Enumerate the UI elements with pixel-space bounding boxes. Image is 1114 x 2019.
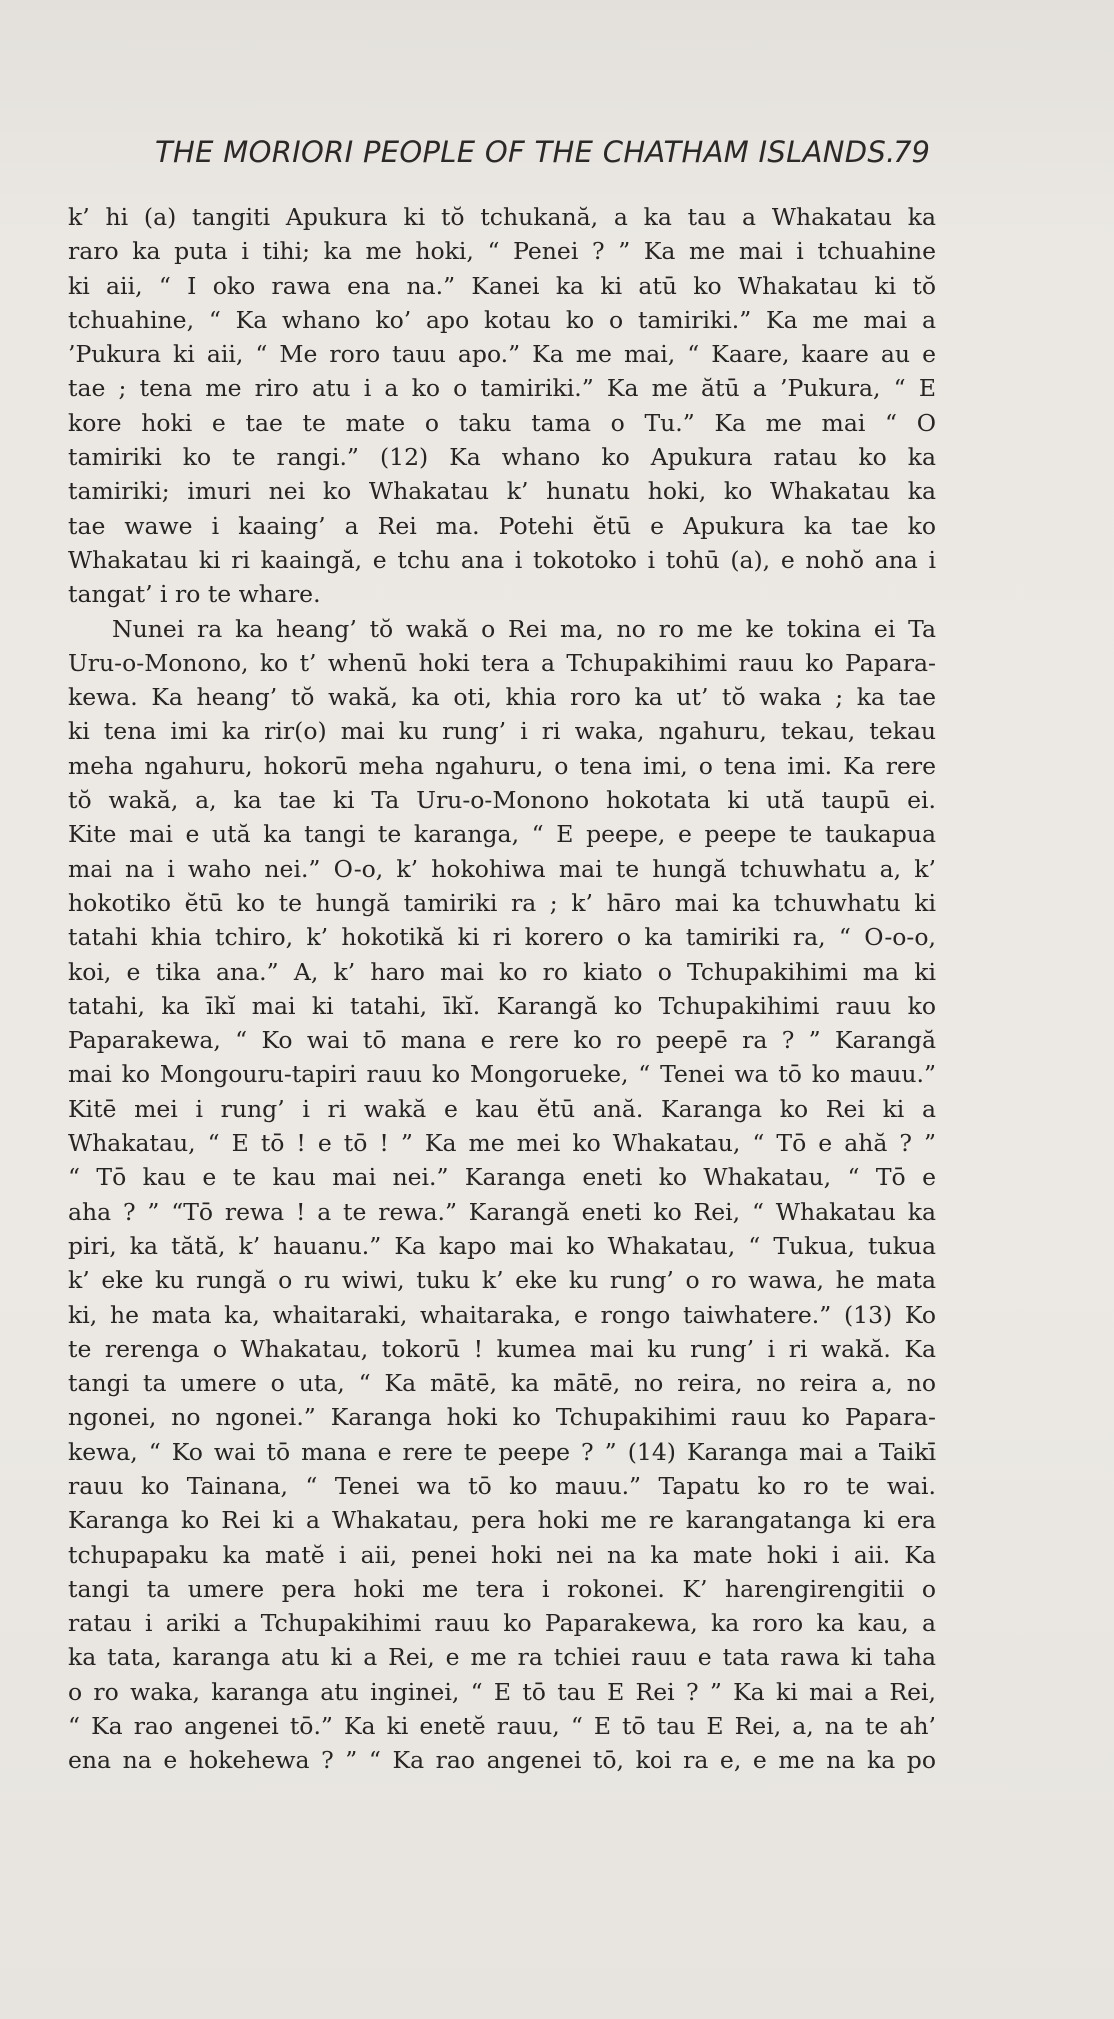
text-line: koi, e tika ana.” A, k’ haro mai ko ro kiato o Tchupakihimi ma ki [68,957,936,986]
text-line: tangat’ i ro te whare. [68,580,321,609]
text-line: ’Pukura ki aii, “ Me roro tauu apo.” Ka me mai, “ Kaare, kaare au e [68,340,936,369]
text-line: ki aii, “ I oko rawa ena na.” Kanei ka ki atū ko Whakatau ki tŏ [68,271,936,300]
text-line: mai ko Mongouru-tapiri rauu ko Mongorueke, “ Tenei wa tō ko mauu.” [68,1060,936,1089]
text-line: Nunei ra ka heang’ tŏ wakă o Rei ma, no ro me ke tokina ei Ta [112,614,936,643]
text-line: tamiriki ko te rangi.” (12) Ka whano ko Apukura ratau ko ka [68,443,936,472]
text-line: tatahi khia tchiro, k’ hokotikă ki ri korero o ka tamiriki ra, “ O-o-o, [68,923,936,952]
text-line: Kite mai e ută ka tangi te karanga, “ E peepe, e peepe te taukapua [68,820,936,849]
running-title: THE MORIORI PEOPLE OF THE CHATHAM ISLANDS. [155,135,896,169]
text-line: Kitē mei i rung’ i ri wakă e kau ĕtū ană. Karanga ko Rei ki a [68,1094,936,1123]
text-line: Paparakewa, “ Ko wai tō mana e rere ko ro peepē ra ? ” Karangă [68,1026,936,1055]
text-line: ki tena imi ka rir(o) mai ku rung’ i ri waka, ngahuru, tekau, tekau [68,717,936,746]
text-line: ki, he mata ka, whaitaraki, whaitaraka, e rongo taiwhatere.” (13) Ko [68,1300,936,1329]
text-line: kore hoki e tae te mate o taku tama o Tu.” Ka me mai “ O [68,408,936,437]
text-line: tchupapaku ka matĕ i aii, penei hoki nei na ka mate hoki i aii. Ka [68,1540,936,1569]
text-line: Whakatau ki ri kaaingă, e tchu ana i tokotoko i tohū (a), e nohŏ ana i [68,545,936,574]
text-line: rauu ko Tainana, “ Tenei wa tō ko mauu.” Tapatu ko ro te wai. [68,1471,936,1500]
paragraph [68,612,936,1778]
page-number: 79 [893,135,930,169]
text-line: tangi ta umere pera hoki me tera i rokonei. K’ harengirengitii o [68,1574,936,1603]
text-line: piri, ka tătă, k’ hauanu.” Ka kapo mai ko Whakatau, “ Tukua, tukua [68,1231,936,1260]
text-line: raro ka puta i tihi; ka me hoki, “ Penei ? ” Ka me mai i tchuahine [68,237,936,266]
text-line: Whakatau, “ E tō ! e tō ! ” Ka me mei ko Whakatau, “ Tō e ahă ? ” [68,1129,936,1158]
text-line: tae ; tena me riro atu i a ko o tamiriki.” Ka me ătū a ’Pukura, “ E [68,374,936,403]
text-line: te rerenga o Whakatau, tokorū ! kumea mai ku rung’ i ri wakă. Ka [68,1334,936,1363]
text-line: kewa, “ Ko wai tō mana e rere te peepe ? ” (14) Karanga mai a Taikī [68,1437,936,1466]
text-line: “ Ka rao angenei tō.” Ka ki enetĕ rauu, “ E tō tau E Rei, a, na te ah’ [68,1712,936,1741]
text-line: “ Tō kau e te kau mai nei.” Karanga eneti ko Whakatau, “ Tō e [68,1163,936,1192]
text-line: Uru-o-Monono, ko t’ whenū hoki tera a Tchupakihimi rauu ko Papara- [68,648,936,677]
text-line: tae wawe i kaaing’ a Rei ma. Potehi ĕtū e Apukura ka tae ko [68,511,936,540]
text-line: o ro waka, karanga atu inginei, “ E tō tau E Rei ? ” Ka ki mai a Rei, [68,1677,936,1706]
text-line: tangi ta umere o uta, “ Ka mātē, ka mātē, no reira, no reira a, no [68,1369,936,1398]
text-line: k’ eke ku rungă o ru wiwi, tuku k’ eke ku rung’ o ro wawa, he mata [68,1266,936,1295]
text-line: k’ hi (a) tangiti Apukura ki tŏ tchukană, a ka tau a Whakatau ka [68,203,936,231]
text-line: ngonei, no ngonei.” Karanga hoki ko Tchupakihimi rauu ko Papara- [68,1403,936,1432]
text-line: ka tata, karanga atu ki a Rei, e me ra tchiei rauu e tata rawa ki taha [68,1643,936,1672]
text-line: Karanga ko Rei ki a Whakatau, pera hoki me re karangatanga ki era [68,1506,936,1535]
text-line: hokotiko ĕtū ko te hungă tamiriki ra ; k’ hāro mai ka tchuwhatu ki [68,888,936,917]
text-line: ratau i ariki a Tchupakihimi rauu ko Paparakewa, ka roro ka kau, a [68,1609,936,1638]
paragraph [68,200,936,612]
text-line: tamiriki; imuri nei ko Whakatau k’ hunatu hoki, ko Whakatau ka [68,477,936,506]
text-line: ena na e hokehewa ? ” “ Ka rao angenei tō, koi ra e, e me na ka po [68,1746,936,1775]
text-line: mai na i waho nei.” O-o, k’ hokohiwa mai te hungă tchuwhatu a, k’ [68,854,936,883]
page-header [155,135,930,175]
text-line: tŏ wakă, a, ka tae ki Ta Uru-o-Monono hokotata ki ută taupū ei. [68,786,936,815]
text-line: aha ? ” “Tō rewa ! a te rewa.” Karangă eneti ko Rei, “ Whakatau ka [68,1197,936,1226]
body-text [68,200,936,1778]
text-line: tatahi, ka īkĭ mai ki tatahi, īkĭ. Karangă ko Tchupakihimi rauu ko [68,991,936,1020]
text-line: meha ngahuru, hokorū meha ngahuru, o tena imi, o tena imi. Ka rere [68,751,936,780]
text-line: kewa. Ka heang’ tŏ wakă, ka oti, khia roro ka ut’ tŏ waka ; ka tae [68,683,936,712]
text-line: tchuahine, “ Ka whano ko’ apo kotau ko o tamiriki.” Ka me mai a [68,305,936,334]
